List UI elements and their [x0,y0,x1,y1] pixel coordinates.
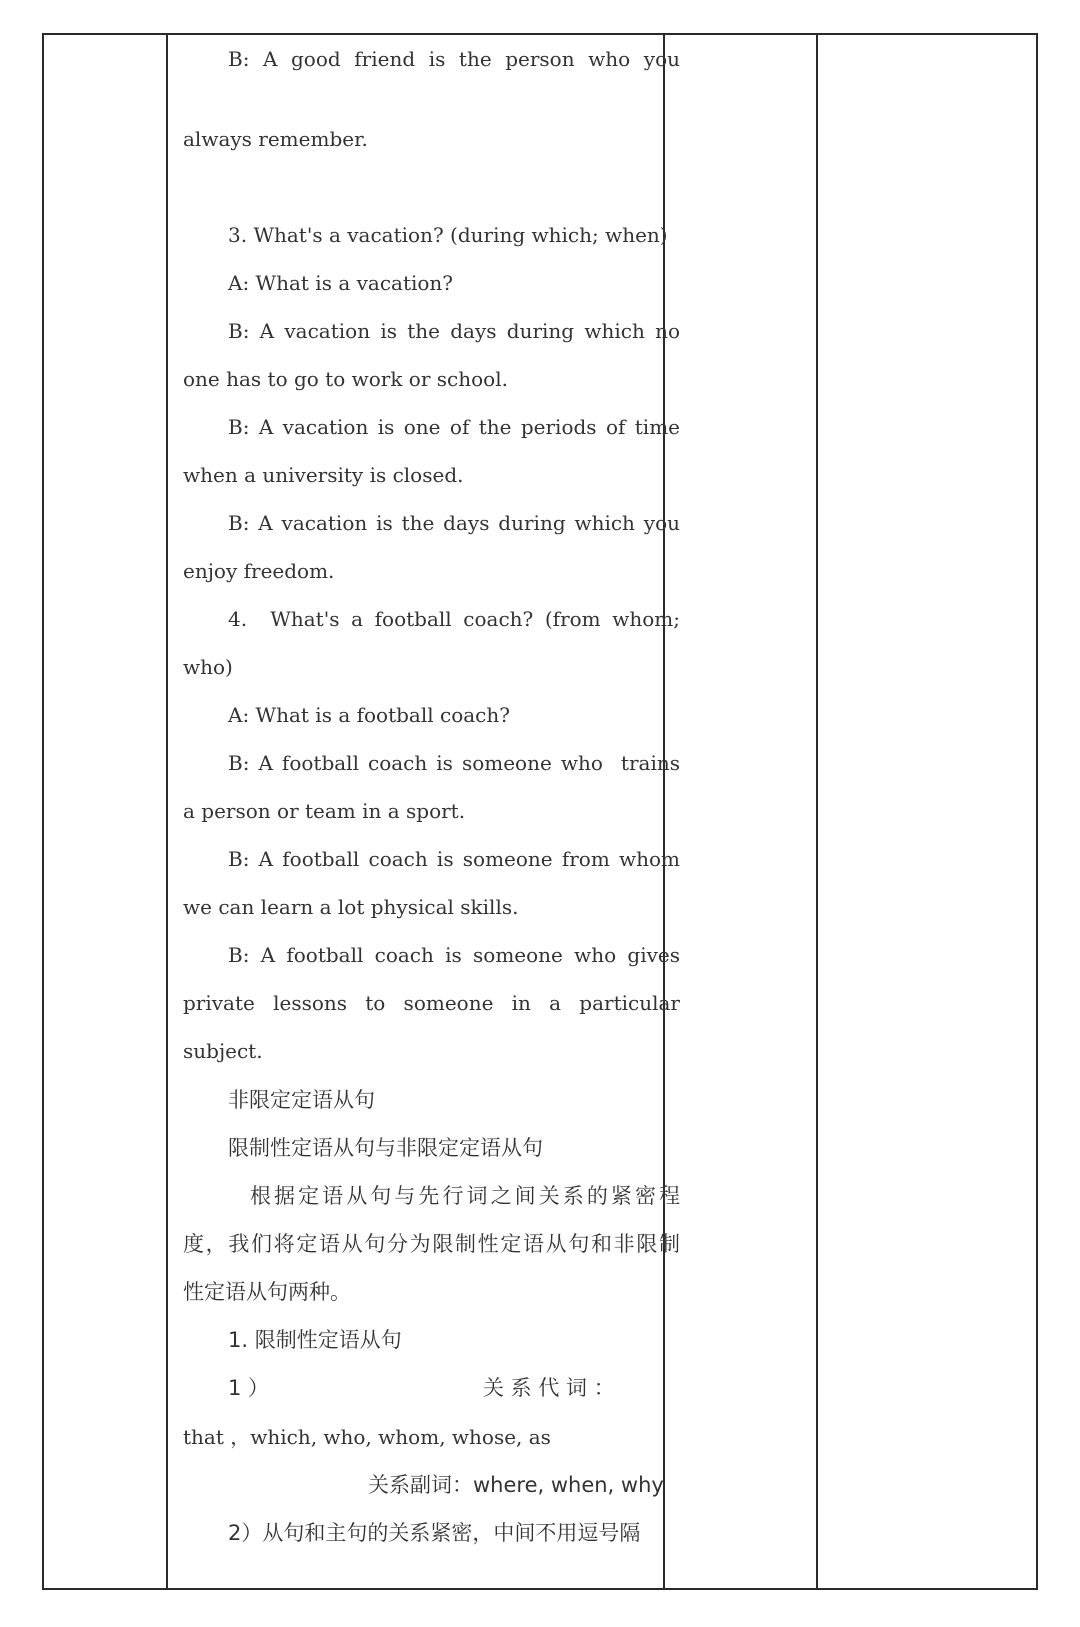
table-column-divider [663,35,665,1588]
section-heading: 非限定定语从句 [228,1088,375,1112]
paragraph-line: 根据定语从句与先行词之间关系的紧密程 [250,1184,680,1208]
dialogue-line: A: What is a vacation? [228,271,454,295]
dialogue-line: when a university is closed. [183,463,464,487]
relative-pronoun-list: that ，which, who, whom, whose, as [183,1425,551,1449]
question-heading: 4. What's a football coach? (from whom; [228,607,680,631]
dialogue-line: subject. [183,1039,263,1063]
dialogue-line: always remember. [183,127,368,151]
list-marker: 1 ） [228,1376,270,1400]
dialogue-line: one has to go to work or school. [183,367,508,391]
paragraph-line: 性定语从句两种。 [183,1280,351,1304]
dialogue-line: we can learn a lot physical skills. [183,895,519,919]
dialogue-line: B: A vacation is the days during which no [228,319,680,343]
dialogue-line: private lessons to someone in a particular [183,991,680,1015]
question-heading: who) [183,655,233,679]
question-heading: 3. What's a vacation? (during which; when) [228,223,668,247]
dialogue-line: B: A vacation is one of the periods of time [228,415,680,439]
paragraph-line: 度，我们将定语从句分为限制性定语从句和非限制 [183,1232,680,1256]
dialogue-line: B: A good friend is the person who you [228,47,680,71]
relative-adverb-line: 关系副词：where, when, why [368,1473,664,1497]
dialogue-line: a person or team in a sport. [183,799,466,823]
dialogue-line: B: A vacation is the days during which you [228,511,680,535]
section-heading: 限制性定语从句与非限定定语从句 [228,1136,543,1160]
dialogue-line: A: What is a football coach? [228,703,510,727]
dialogue-line: B: A football coach is someone from whom [228,847,680,871]
paragraph-line: 2）从句和主句的关系紧密，中间不用逗号隔 [228,1521,641,1545]
dialogue-line: B: A football coach is someone who trains [228,751,680,775]
numbered-heading: 1. 限制性定语从句 [228,1328,402,1352]
dialogue-line: B: A football coach is someone who gives [228,943,680,967]
relative-pronoun-label: 关 系 代 词 ： [483,1376,615,1400]
dialogue-line: enjoy freedom. [183,559,335,583]
table-column-divider [816,35,818,1588]
table-column-divider [166,35,168,1588]
